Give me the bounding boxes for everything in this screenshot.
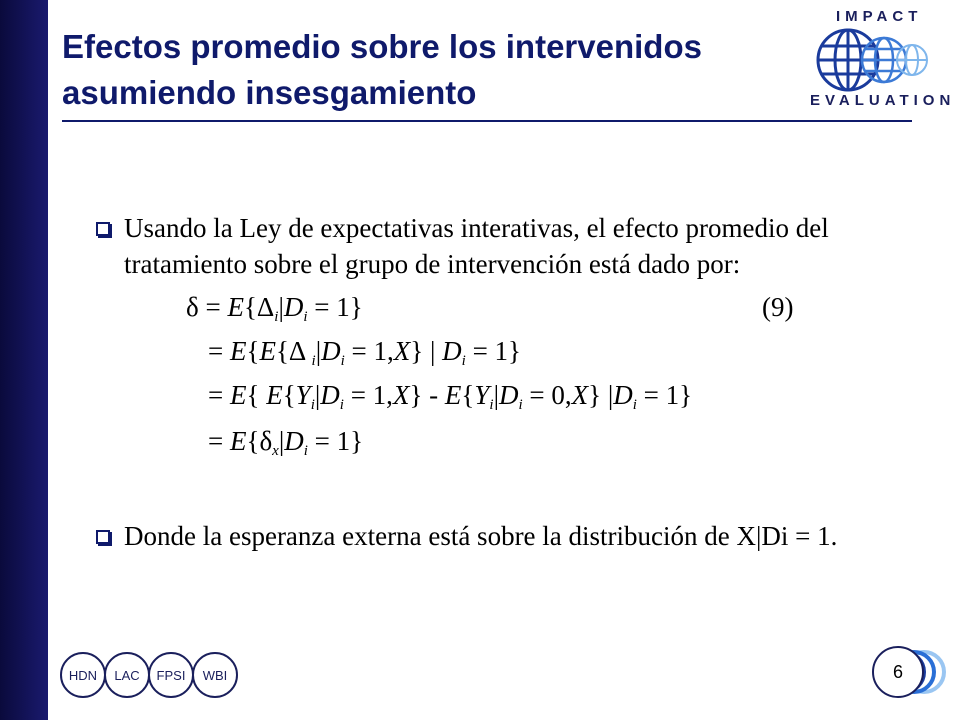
impact-evaluation-logo — [802, 4, 956, 116]
footer-badge-fpsi: FPSI — [148, 652, 194, 698]
footer-badge-wbi: WBI — [192, 652, 238, 698]
bullet-item — [90, 210, 930, 282]
bullet-text: Usando la Ley de expectativas interativas, el efecto promedio del tratamiento sobre el grupo de intervención está dado por: — [124, 213, 829, 279]
slide-title: Efectos promedio sobre los intervenidos asumiendo insesgamiento — [62, 28, 702, 111]
square-bullet-icon — [96, 222, 110, 236]
equation-line-1: $\delta = E\{\Delta_i|D_i = 1\}$ — [186, 292, 363, 325]
page-number-badge — [872, 646, 952, 702]
equation-line-4: = $E\{\delta_x|D_i = 1\}$ — [208, 426, 364, 459]
left-sidebar-band — [0, 0, 48, 720]
equation-number: (9) — [762, 292, 794, 322]
logo-top-text: IMPACT — [836, 8, 923, 25]
equation-line-3: = E{ $E\{Y_i|D_i = 1,X\} - E\{Y_i|D_i = 0,X\} |D_i = 1$} — [208, 380, 693, 413]
bullet-text: Donde la esperanza externa está sobre la distribución de X|Di = 1. — [124, 521, 838, 551]
bullet-item — [90, 518, 930, 554]
logo-bottom-text: EVALUATION — [810, 92, 956, 109]
footer-badge-lac: LAC — [104, 652, 150, 698]
footer-badge-hdn: HDN — [60, 652, 106, 698]
slide-body — [90, 210, 930, 282]
square-bullet-icon — [96, 530, 110, 544]
equation-line-2: = E{E{Δ $_i|D_i = 1,X$} | $D_i = 1$} — [208, 336, 522, 369]
page-number: 6 — [872, 646, 924, 698]
title-underline — [62, 120, 912, 122]
slide-body-2 — [90, 518, 930, 554]
